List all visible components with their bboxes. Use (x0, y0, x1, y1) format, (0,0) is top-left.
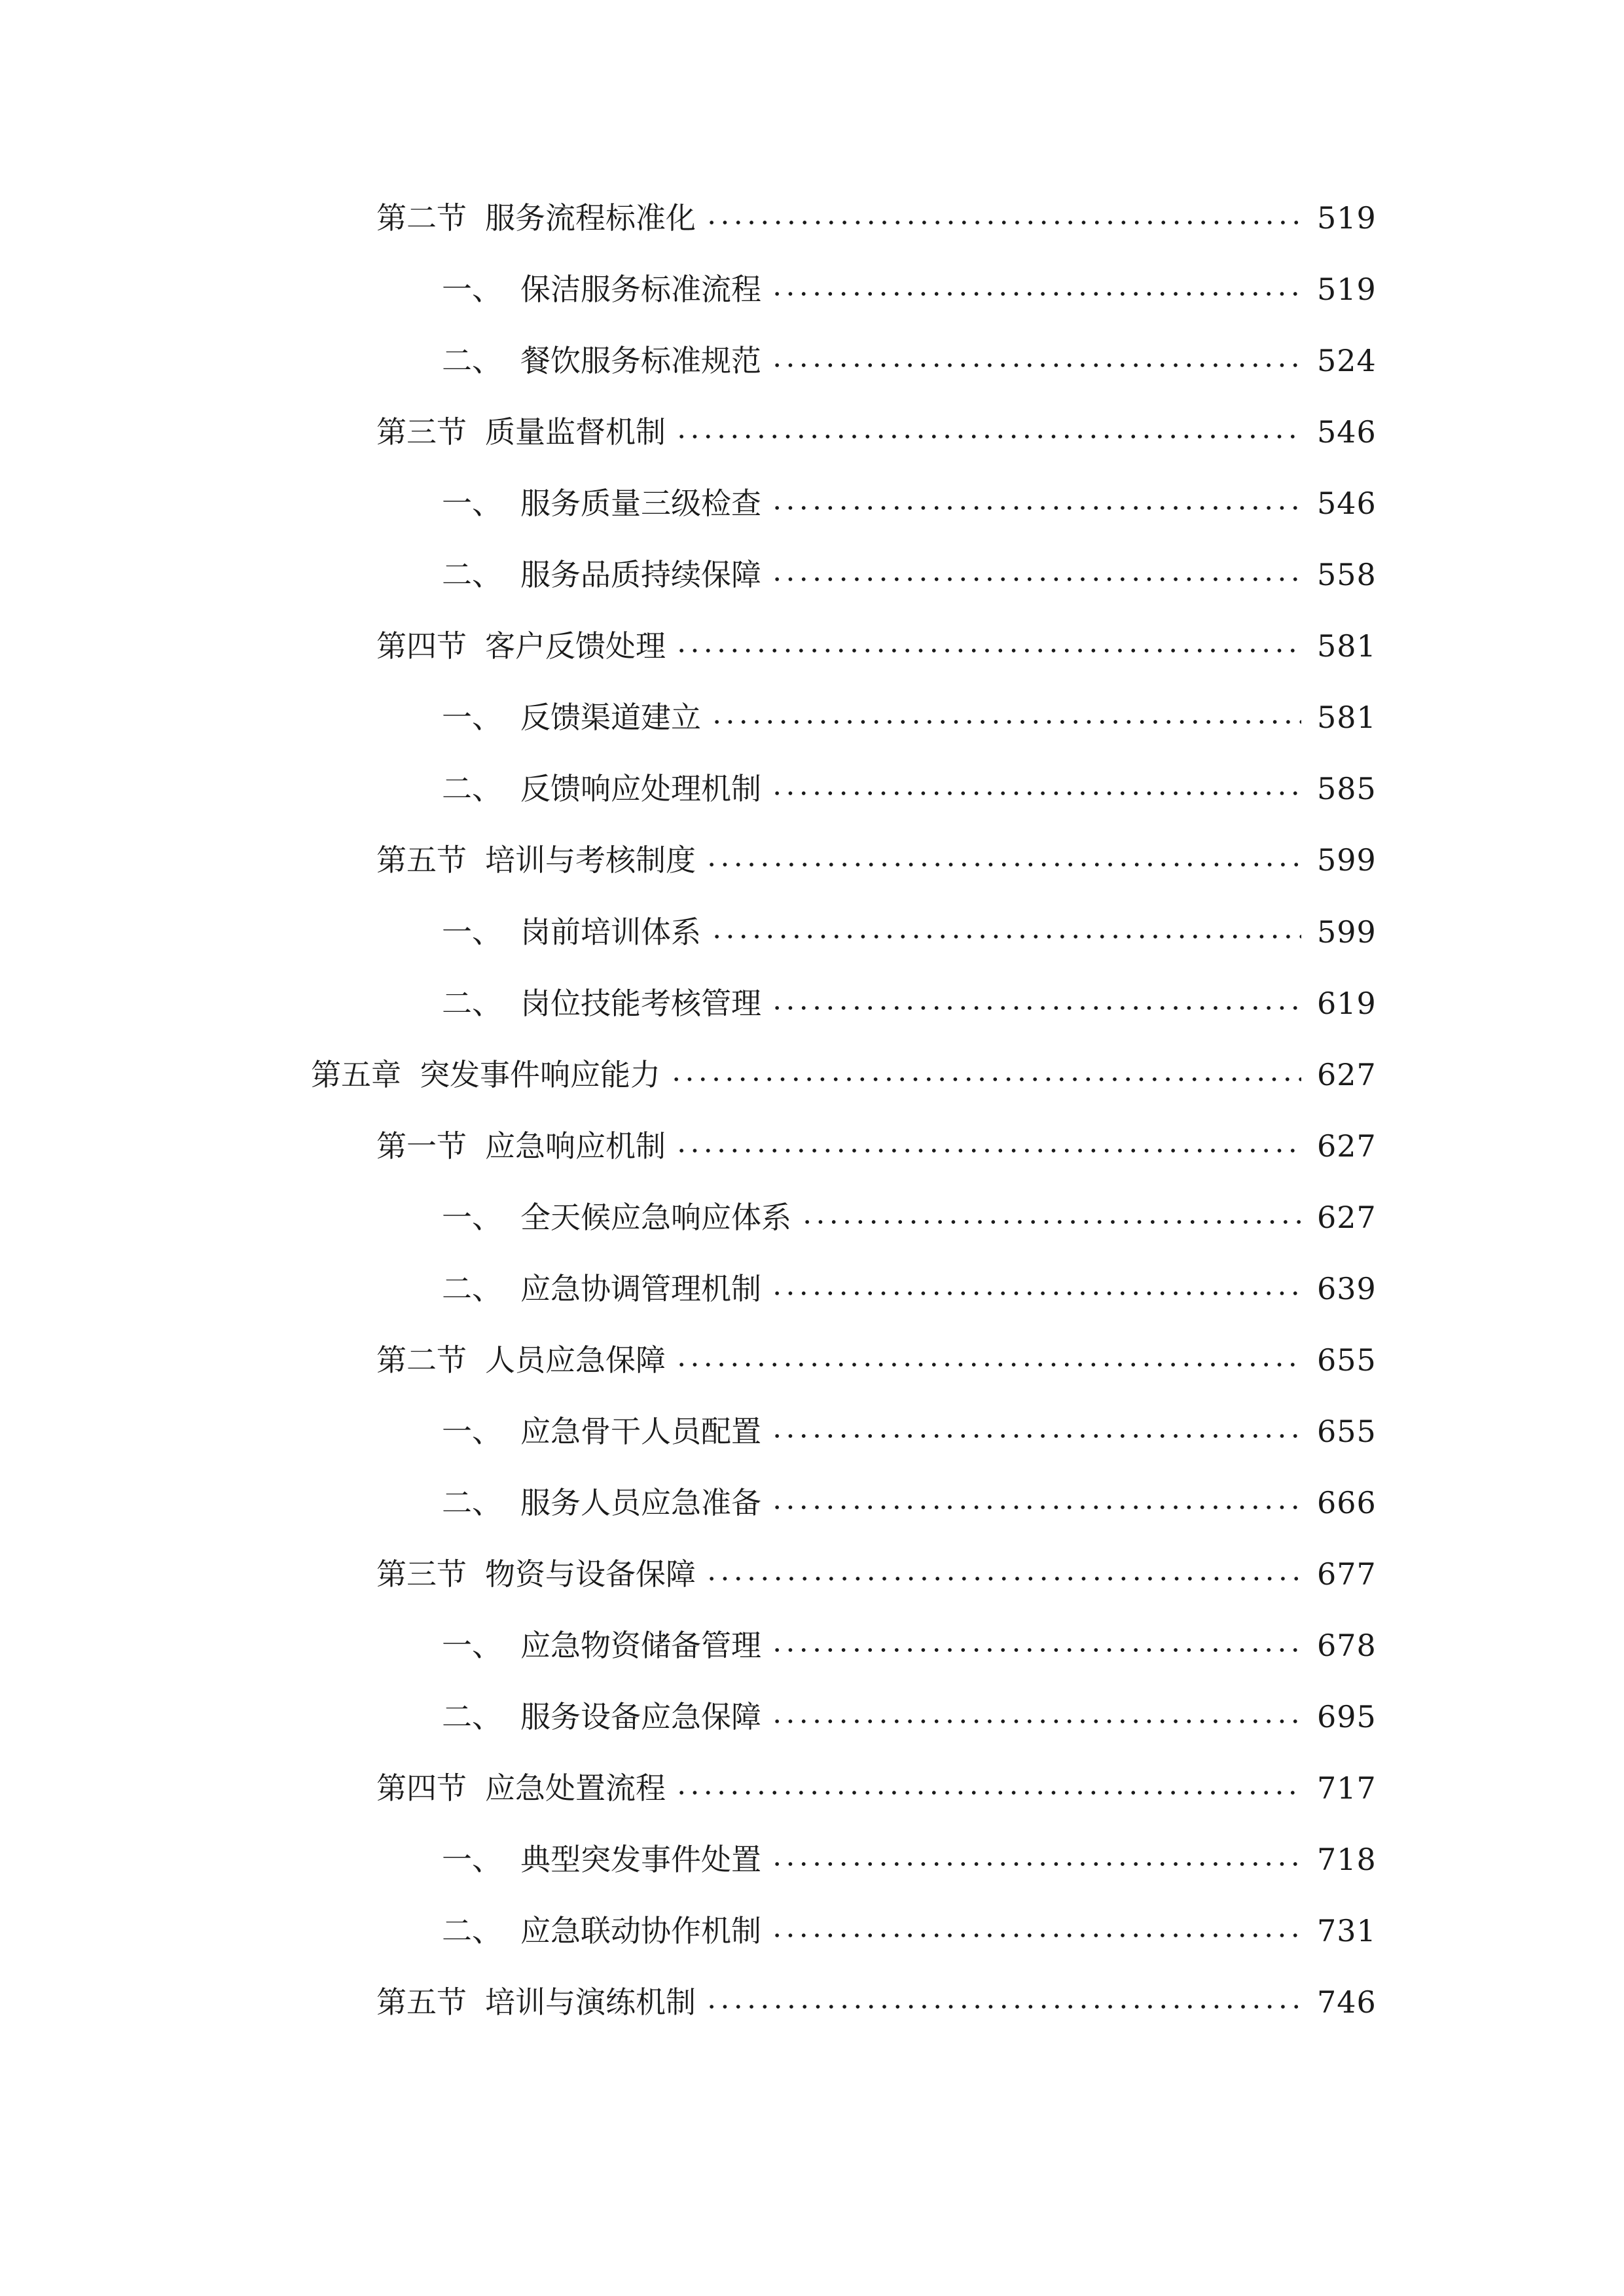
dot-leader (770, 1931, 1301, 1940)
dot-leader (675, 1146, 1301, 1155)
toc-entry-item[interactable] (442, 766, 1377, 812)
toc-entry-title: 物资与设备保障 (485, 1556, 696, 1592)
toc-entry-item[interactable] (442, 1194, 1377, 1240)
toc-entry-title: 应急处置流程 (485, 1770, 666, 1806)
toc-entry-page-number: 717 (1317, 1770, 1377, 1806)
toc-entry-page-number: 655 (1317, 1342, 1377, 1378)
toc-entry-page-number: 746 (1317, 1984, 1377, 2020)
toc-entry-item[interactable] (442, 980, 1377, 1026)
toc-entry-page-number: 546 (1317, 486, 1377, 521)
toc-entry-number: 一、 (442, 1842, 502, 1877)
dot-leader (770, 1003, 1301, 1013)
toc-entry-title: 岗位技能考核管理 (520, 986, 761, 1021)
toc-entry-title: 突发事件响应能力 (420, 1057, 660, 1092)
dot-leader (675, 646, 1301, 655)
toc-entry-number: 二、 (442, 986, 502, 1021)
toc-entry-number: 第五章 (311, 1057, 401, 1092)
toc-entry-page-number: 581 (1317, 628, 1377, 664)
toc-entry-item[interactable] (442, 1623, 1377, 1668)
toc-entry-page-number: 599 (1317, 842, 1377, 878)
dot-leader (670, 1075, 1301, 1084)
toc-entry-section[interactable] (376, 623, 1377, 669)
dot-leader (710, 932, 1301, 941)
toc-entry-number: 第五节 (376, 1984, 467, 2020)
toc-entry-section[interactable] (376, 409, 1377, 455)
toc-entry-page-number: 666 (1317, 1485, 1377, 1520)
toc-entry-page-number: 677 (1317, 1556, 1377, 1592)
toc-entry-title: 培训与演练机制 (485, 1984, 696, 2020)
toc-entry-item[interactable] (442, 1408, 1377, 1454)
toc-entry-section[interactable] (376, 195, 1377, 241)
dot-leader (710, 717, 1301, 726)
toc-entry-number: 二、 (442, 771, 502, 806)
dot-leader (675, 432, 1301, 441)
toc-entry-page-number: 581 (1317, 700, 1377, 735)
toc-entry-item[interactable] (442, 1908, 1377, 1954)
toc-entry-number: 一、 (442, 486, 502, 521)
toc-entry-number: 二、 (442, 557, 502, 592)
dot-leader (770, 1289, 1301, 1298)
dot-leader (770, 503, 1301, 512)
dot-leader (705, 1574, 1301, 1583)
toc-entry-number: 一、 (442, 914, 502, 950)
toc-entry-item[interactable] (442, 1480, 1377, 1526)
toc-entry-title: 服务人员应急准备 (520, 1485, 761, 1520)
toc-entry-title: 应急响应机制 (485, 1128, 666, 1164)
toc-entry-item[interactable] (442, 338, 1377, 384)
toc-entry-title: 应急骨干人员配置 (520, 1414, 761, 1449)
toc-entry-title: 质量监督机制 (485, 414, 666, 450)
toc-entry-number: 第三节 (376, 1556, 467, 1592)
toc-entry-page-number: 627 (1317, 1057, 1377, 1092)
toc-entry-title: 应急物资储备管理 (520, 1628, 761, 1663)
toc-entry-page-number: 639 (1317, 1271, 1377, 1306)
dot-leader (675, 1360, 1301, 1369)
toc-entry-number: 第四节 (376, 1770, 467, 1806)
toc-entry-title: 服务流程标准化 (485, 200, 696, 236)
toc-entry-page-number: 546 (1317, 414, 1377, 450)
toc-entry-title: 服务品质持续保障 (520, 557, 761, 592)
dot-leader (770, 1431, 1301, 1441)
dot-leader (705, 860, 1301, 869)
dot-leader (770, 1717, 1301, 1726)
toc-entry-number: 二、 (442, 1699, 502, 1734)
toc-entry-item[interactable] (442, 1694, 1377, 1740)
toc-entry-page-number: 619 (1317, 986, 1377, 1021)
dot-leader (770, 575, 1301, 584)
toc-entry-number: 一、 (442, 1628, 502, 1663)
toc-entry-number: 一、 (442, 1200, 502, 1235)
toc-entry-title: 岗前培训体系 (520, 914, 701, 950)
toc-entry-section[interactable] (376, 1337, 1377, 1383)
toc-entry-item[interactable] (442, 909, 1377, 955)
toc-entry-title: 应急协调管理机制 (520, 1271, 761, 1306)
toc-entry-title: 客户反馈处理 (485, 628, 666, 664)
toc-entry-page-number: 558 (1317, 557, 1377, 592)
toc-entry-section[interactable] (376, 1123, 1377, 1169)
toc-entry-number: 一、 (442, 700, 502, 735)
toc-entry-section[interactable] (376, 1979, 1377, 2025)
toc-entry-section[interactable] (376, 837, 1377, 883)
toc-entry-page-number: 599 (1317, 914, 1377, 950)
toc-entry-page-number: 695 (1317, 1699, 1377, 1734)
toc-entry-number: 第二节 (376, 1342, 467, 1378)
toc-entry-title: 反馈渠道建立 (520, 700, 701, 735)
toc-entry-page-number: 627 (1317, 1200, 1377, 1235)
dot-leader (770, 1503, 1301, 1512)
toc-entry-item[interactable] (442, 694, 1377, 740)
dot-leader (770, 1645, 1301, 1655)
toc-entry-title: 服务设备应急保障 (520, 1699, 761, 1734)
toc-entry-number: 二、 (442, 1913, 502, 1948)
toc-entry-page-number: 655 (1317, 1414, 1377, 1449)
toc-entry-title: 应急联动协作机制 (520, 1913, 761, 1948)
toc-entry-title: 反馈响应处理机制 (520, 771, 761, 806)
toc-entry-page-number: 524 (1317, 343, 1377, 378)
toc-entry-number: 第三节 (376, 414, 467, 450)
toc-entry-number: 二、 (442, 1485, 502, 1520)
toc-entry-page-number: 519 (1317, 272, 1377, 307)
toc-entry-page-number: 731 (1317, 1913, 1377, 1948)
toc-entry-item[interactable] (442, 480, 1377, 526)
toc-entry-item[interactable] (442, 552, 1377, 598)
toc-entry-page-number: 678 (1317, 1628, 1377, 1663)
toc-entry-title: 典型突发事件处置 (520, 1842, 761, 1877)
toc-entry-title: 全天候应急响应体系 (520, 1200, 791, 1235)
toc-entry-item[interactable] (442, 1837, 1377, 1882)
toc-entry-item[interactable] (442, 266, 1377, 312)
toc-entry-number: 二、 (442, 343, 502, 378)
toc-entry-number: 二、 (442, 1271, 502, 1306)
dot-leader (770, 361, 1301, 370)
dot-leader (770, 1859, 1301, 1869)
toc-entry-item[interactable] (442, 1266, 1377, 1312)
toc-entry-section[interactable] (376, 1551, 1377, 1597)
toc-entry-page-number: 585 (1317, 771, 1377, 806)
toc-entry-title: 保洁服务标准流程 (520, 272, 761, 307)
toc-entry-chapter[interactable] (311, 1052, 1377, 1098)
toc-entry-page-number: 718 (1317, 1842, 1377, 1877)
toc-entry-number: 第四节 (376, 628, 467, 664)
dot-leader (801, 1217, 1301, 1227)
toc-entry-number: 第五节 (376, 842, 467, 878)
dot-leader (770, 289, 1301, 298)
toc-entry-title: 餐饮服务标准规范 (520, 343, 761, 378)
toc-entry-number: 一、 (442, 272, 502, 307)
dot-leader (770, 789, 1301, 798)
toc-entry-title: 服务质量三级检查 (520, 486, 761, 521)
dot-leader (675, 1788, 1301, 1797)
toc-entry-number: 第二节 (376, 200, 467, 236)
toc-entry-page-number: 627 (1317, 1128, 1377, 1164)
toc-entry-number: 第一节 (376, 1128, 467, 1164)
toc-entry-page-number: 519 (1317, 200, 1377, 236)
toc-entry-title: 培训与考核制度 (485, 842, 696, 878)
dot-leader (705, 2002, 1301, 2011)
dot-leader (705, 218, 1301, 227)
toc-entry-number: 一、 (442, 1414, 502, 1449)
toc-entry-title: 人员应急保障 (485, 1342, 666, 1378)
toc-entry-section[interactable] (376, 1765, 1377, 1811)
